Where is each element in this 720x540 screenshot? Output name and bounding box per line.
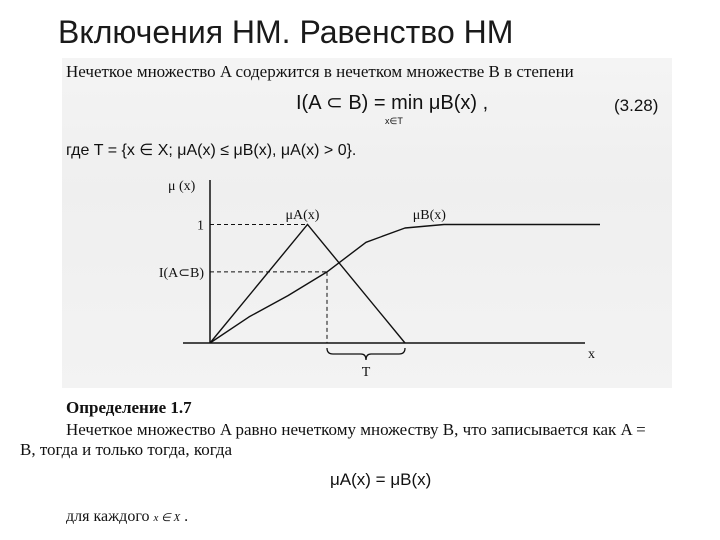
series-mu-a-label: μA(x) (285, 208, 320, 223)
footer-suffix: . (184, 508, 189, 525)
definition-line-2: B, тогда и только тогда, когда (20, 440, 233, 459)
y-tick-label-inclusion: I(A⊂B) (158, 265, 204, 281)
span-t-label: T (361, 365, 371, 380)
series-mu-b-label: μB(x) (412, 208, 446, 223)
y-axis-label: μ (x) (168, 179, 196, 194)
inclusion-formula-subscript: x∈T (385, 116, 403, 126)
definition-footer (66, 508, 188, 526)
where-clause: где T = {x ∈ X; μA(x) ≤ μB(x), μA(x) > 0}. (66, 142, 357, 159)
series-mu-b-line (210, 225, 600, 344)
inclusion-formula-main: I(A ⊂ B) = min μB(x) , (296, 92, 489, 114)
slide-title: Включения НМ. Равенство НМ (58, 14, 514, 50)
intro-text: Нечеткое множество A содержится в нечетком множестве B в степени (66, 62, 574, 81)
equality-formula: μA(x) = μB(x) (330, 470, 432, 489)
x-axis-label: x (588, 347, 595, 362)
span-t-brace (327, 348, 405, 360)
definition-line-1: Нечеткое множество A равно нечеткому множеству B, что записывается как A = (66, 420, 646, 439)
footer-math: x ∈ X (153, 512, 181, 524)
equation-number: (3.28) (614, 96, 659, 115)
definition-title: Определение 1.7 (66, 398, 192, 417)
footer-prefix: для каждого (66, 508, 150, 525)
y-tick-label-1: 1 (197, 218, 204, 234)
